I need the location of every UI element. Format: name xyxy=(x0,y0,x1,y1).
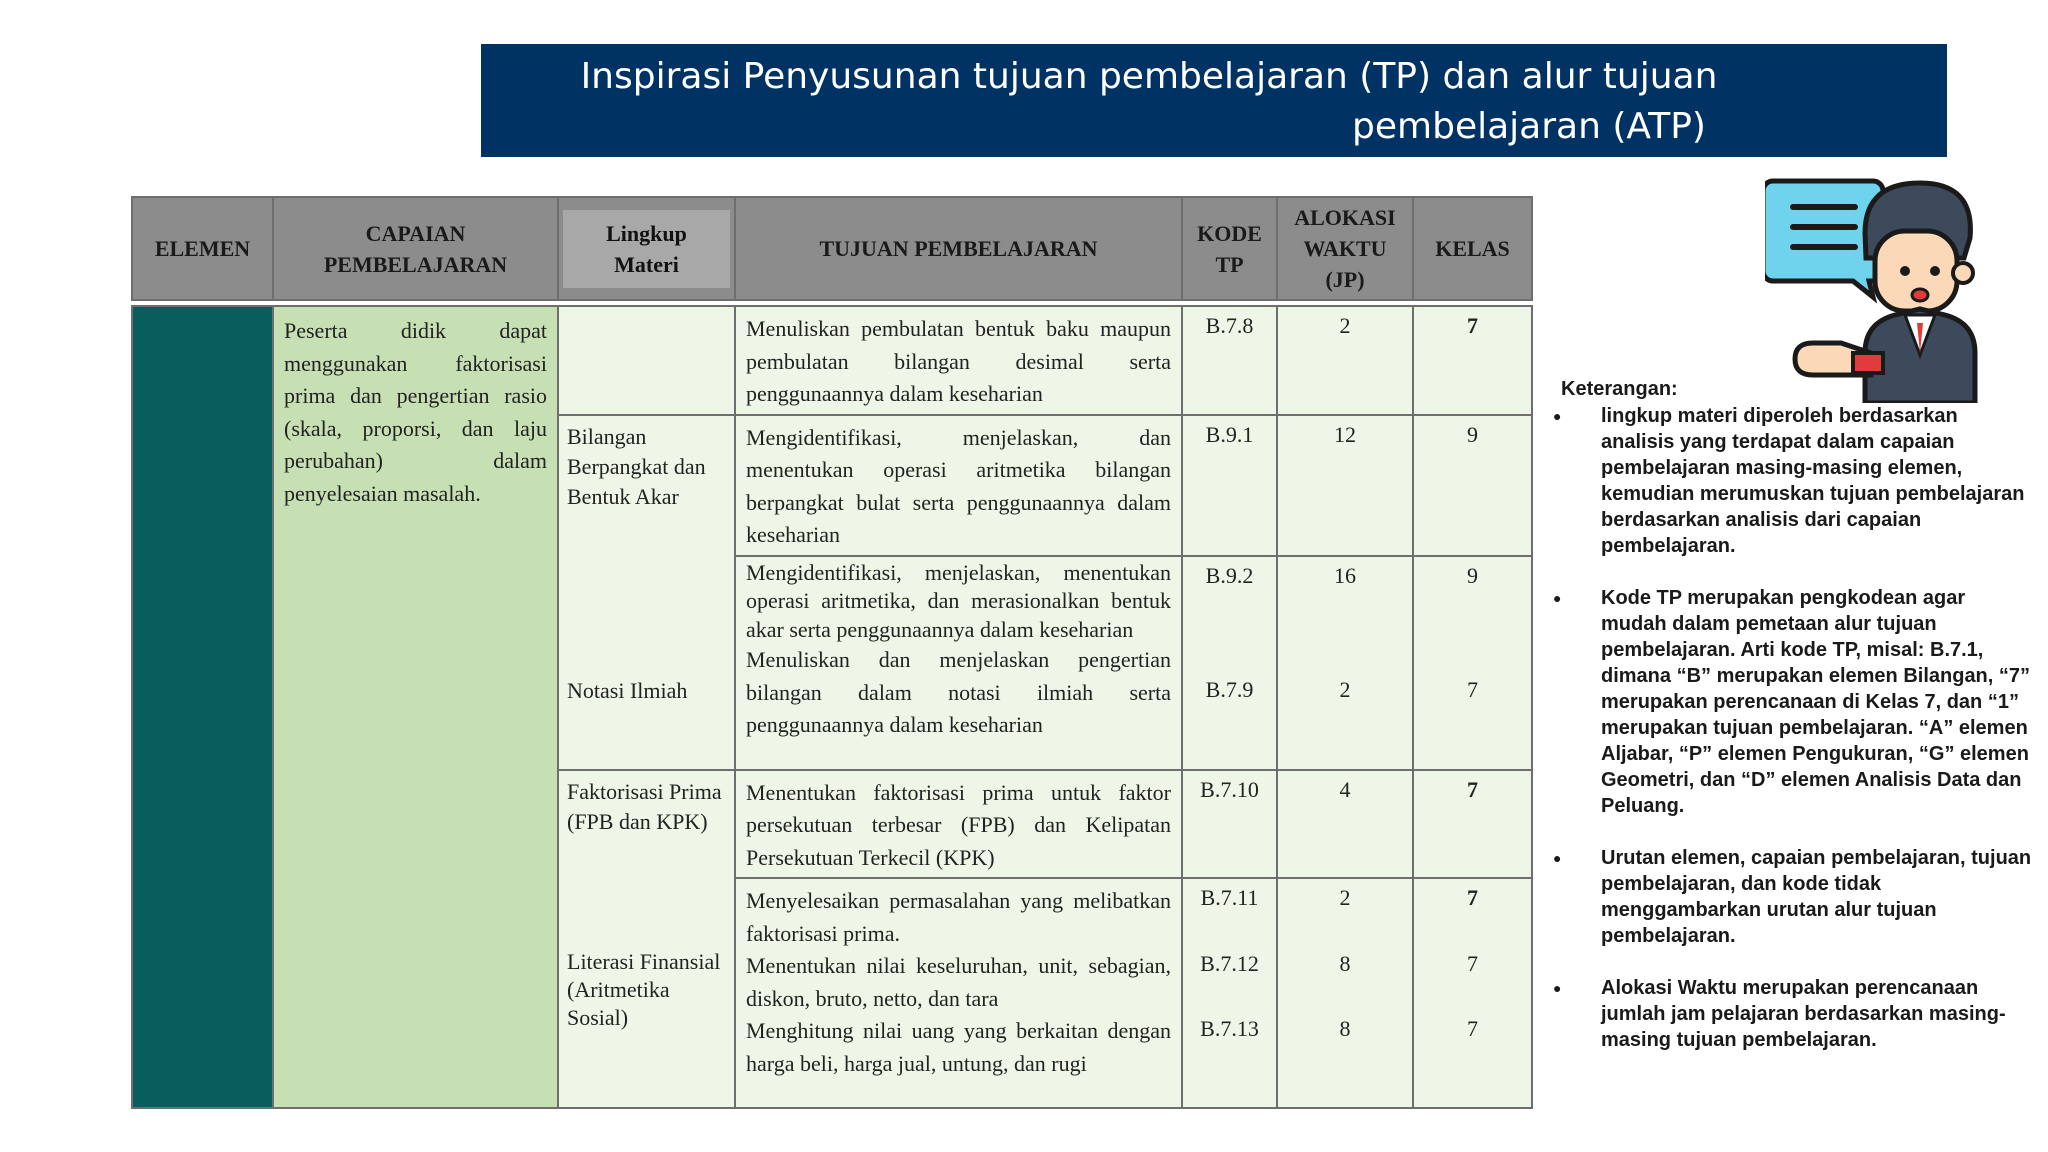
kode-cell: B.9.1 xyxy=(1182,415,1277,556)
tujuan-b713: Menghitung nilai uang yang berkaitan dengan harga beli, harga jual, untung, dan rugi xyxy=(746,1018,1171,1076)
kelas-b79: 7 xyxy=(1467,676,1478,702)
tujuan-cell-group xyxy=(735,556,1182,770)
kelas-cell: 9 xyxy=(1413,415,1532,556)
table-header-row xyxy=(132,197,1532,300)
kode-b713: B.7.13 xyxy=(1200,1016,1259,1041)
alokasi-cell: 4 xyxy=(1277,770,1413,879)
kelas-cell: 7 xyxy=(1413,306,1532,415)
atp-table-wrapper xyxy=(131,196,1531,1083)
list-item: ● Alokasi Waktu merupakan perencanaan jumlah jam pelajaran berdasarkan masing-masing tujuan pembelajaran. xyxy=(1553,975,2033,1053)
lingkup-literasi-label: Literasi Finansial (Aritmetika Sosial) xyxy=(567,949,721,1030)
kelas-b712: 7 xyxy=(1467,951,1478,976)
kode-b712: B.7.12 xyxy=(1200,951,1259,976)
notes-panel xyxy=(1553,376,2033,1079)
banner-title-line2: pembelajaran (ATP) xyxy=(1352,106,1706,147)
alokasi-cell: 2 xyxy=(1277,306,1413,415)
tujuan-cell-group xyxy=(735,878,1182,1108)
table-row xyxy=(132,306,1532,415)
tujuan-b711: Menyelesaikan permasalahan yang melibatkan faktorisasi prima. xyxy=(746,888,1171,946)
header-kelas: KELAS xyxy=(1413,197,1532,300)
kode-cell-group xyxy=(1182,878,1277,1108)
kelas-b92: 9 xyxy=(1467,562,1478,588)
title-banner xyxy=(481,44,1947,157)
businessman-speech-bubble-icon xyxy=(1765,173,1985,403)
alokasi-cell: 12 xyxy=(1277,415,1413,556)
alokasi-b713: 8 xyxy=(1339,1016,1351,1041)
tujuan-cell: Menuliskan pembulatan bentuk baku maupun pembulatan bilangan desimal serta penggunaannya dalam keseharian xyxy=(735,306,1182,415)
kelas-b713: 7 xyxy=(1467,1016,1478,1041)
tujuan-cell: Menentukan faktorisasi prima untuk faktor persekutuan terbesar (FPB) dan Kelipatan Persekutuan Terkecil (KPK) xyxy=(735,770,1182,879)
kode-cell: B.7.10 xyxy=(1182,770,1277,879)
kelas-cell-group xyxy=(1413,878,1532,1108)
lingkup-bilangan-cell: Bilangan Berpangkat dan Bentuk Akar xyxy=(558,415,735,556)
capaian-cell: Peserta didik dapat menggunakan faktorisasi prima dan pengertian rasio (skala, proporsi, dan laju perubahan) dalam penyelesaian masalah. xyxy=(273,306,558,1108)
alokasi-cell-group xyxy=(1277,878,1413,1108)
kelas-cell: 7 xyxy=(1413,770,1532,879)
tujuan-b712: Menentukan nilai keseluruhan, unit, sebagian, diskon, bruto, netto, dan tara xyxy=(746,953,1171,1011)
alokasi-b712: 8 xyxy=(1339,951,1351,976)
kode-cell: B.7.8 xyxy=(1182,306,1277,415)
header-capaian: CAPAIAN PEMBELAJARAN xyxy=(273,197,558,300)
header-lingkup-label: Lingkup Materi xyxy=(563,210,730,288)
kode-b711: B.7.11 xyxy=(1200,885,1259,910)
header-lingkup xyxy=(558,197,735,300)
alokasi-b711: 2 xyxy=(1339,885,1351,910)
list-item: ● Kode TP merupakan pengkodean agar mudah dalam pemetaan alur tujuan pembelajaran. Arti kode TP, misal: B.7.1, dimana “B” merupakan elemen Bilangan, “7” merupakan perencanaan di Kelas 7, dan “1” merupakan tujuan pembelajaran. “A” elemen Aljabar, “P” elemen Pengukuran, “G” elemen Geometri, dan “D” elemen Analisis Data dan Peluang. xyxy=(1553,585,2033,819)
header-kode: KODE TP xyxy=(1182,197,1277,300)
list-item: ● lingkup materi diperoleh berdasarkan analisis yang terdapat dalam capaian pembelajaran masing-masing elemen, kemudian merumuskan tujuan pembelajaran berdasarkan analisis dari capaian pembelajaran. xyxy=(1553,403,2033,559)
tujuan-cell: Mengidentifikasi, menjelaskan, dan menentukan operasi aritmetika bilangan berpangkat bulat serta penggunaannya dalam keseharian xyxy=(735,415,1182,556)
lingkup-notasi-label: Notasi Ilmiah xyxy=(567,677,688,703)
alokasi-b92: 16 xyxy=(1334,562,1356,588)
kode-b79: B.7.9 xyxy=(1205,676,1254,702)
lingkup-faktorisasi-cell: Faktorisasi Prima (FPB dan KPK) xyxy=(558,770,735,879)
notes-title: Keterangan: xyxy=(1561,378,1678,400)
atp-table xyxy=(131,196,1533,1109)
kelas-cell-group xyxy=(1413,556,1532,770)
header-tujuan: TUJUAN PEMBELAJARAN xyxy=(735,197,1182,300)
header-alokasi: ALOKASI WAKTU (JP) xyxy=(1277,197,1413,300)
lingkup-empty-cell xyxy=(558,306,735,415)
tujuan-b79: Menuliskan dan menjelaskan pengertian bilangan dalam notasi ilmiah serta penggunaannya dalam keseharian xyxy=(746,647,1171,737)
header-elemen: ELEMEN xyxy=(132,197,273,300)
kode-b92: B.9.2 xyxy=(1205,562,1254,588)
tujuan-b92: Mengidentifikasi, menjelaskan, menentukan operasi aritmetika, dan merasionalkan bentuk akar serta penggunaannya dalam keseharian xyxy=(746,559,1171,642)
alokasi-b79: 2 xyxy=(1339,676,1351,702)
notes-list xyxy=(1553,403,2033,1053)
lingkup-notasi-cell xyxy=(558,556,735,770)
list-item: ● Urutan elemen, capaian pembelajaran, tujuan pembelajaran, dan kode tidak menggambarkan urutan alur tujuan pembelajaran. xyxy=(1553,845,2033,949)
kelas-b711: 7 xyxy=(1467,885,1478,910)
kode-cell-group xyxy=(1182,556,1277,770)
elemen-cell xyxy=(132,306,273,1108)
lingkup-literasi-cell xyxy=(558,878,735,1108)
alokasi-cell-group xyxy=(1277,556,1413,770)
banner-title-line1: Inspirasi Penyusunan tujuan pembelajaran (TP) dan alur tujuan xyxy=(580,56,1718,97)
